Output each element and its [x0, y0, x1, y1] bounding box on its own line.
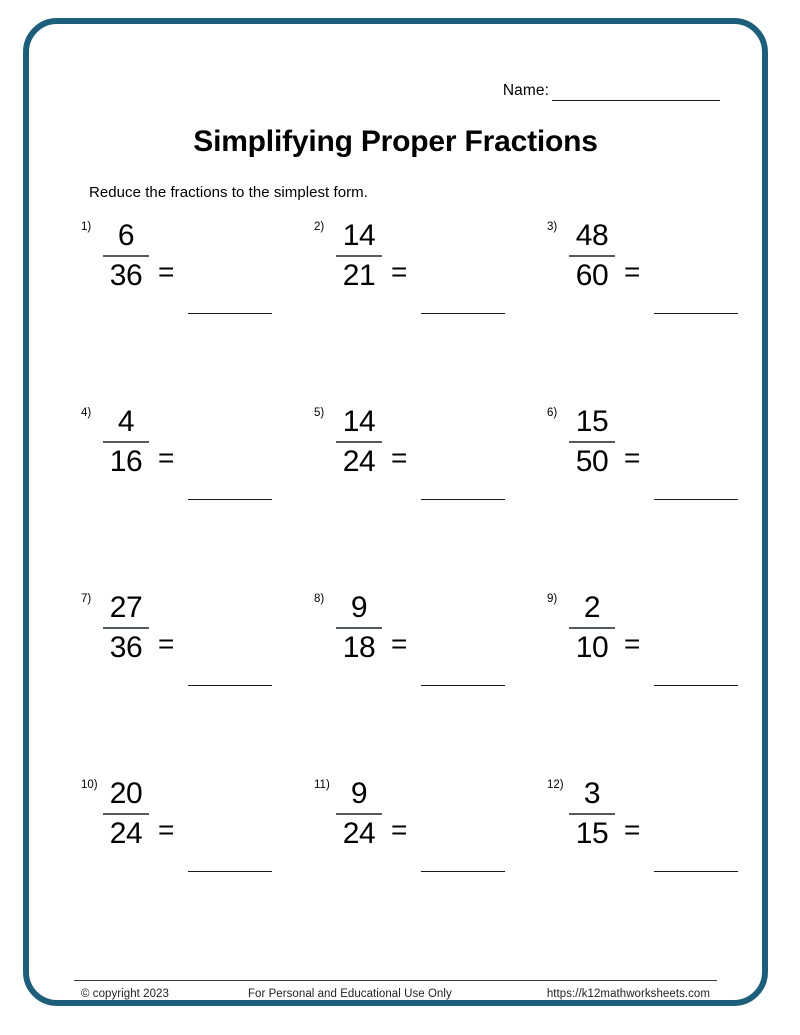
problem-number: 11) [314, 779, 330, 791]
answer-blank[interactable] [421, 499, 505, 500]
footer-website-link[interactable]: https://k12mathworksheets.com [546, 988, 710, 1000]
problem-expression [569, 590, 738, 686]
equals-sign: = [391, 256, 408, 287]
problem-grid [81, 216, 781, 960]
answer-blank[interactable] [188, 871, 272, 872]
problem-row [81, 588, 781, 774]
problem-item-2 [314, 216, 547, 402]
name-input-blank[interactable] [552, 85, 720, 101]
answer-blank[interactable] [654, 685, 738, 686]
equals-sign: = [158, 256, 175, 287]
problem-number: 5) [314, 407, 325, 419]
instruction-text: Reduce the fractions to the simplest form. [89, 184, 368, 201]
page-footer [81, 988, 710, 1000]
problem-expression [336, 404, 505, 500]
equals-sign: = [391, 442, 408, 473]
problem-item-12 [547, 774, 780, 960]
problem-item-1 [81, 216, 314, 402]
denominator: 50 [575, 444, 609, 478]
problem-expression [103, 404, 272, 500]
problem-item-6 [547, 402, 780, 588]
numerator: 48 [575, 219, 609, 252]
problem-number: 8) [314, 593, 325, 605]
equals-sign: = [158, 628, 175, 659]
fraction [569, 218, 615, 294]
equals-sign: = [624, 442, 641, 473]
denominator: 24 [342, 444, 376, 478]
problem-item-3 [547, 216, 780, 402]
fraction-bar [103, 813, 149, 815]
answer-blank[interactable] [421, 685, 505, 686]
problem-number: 6) [547, 407, 558, 419]
denominator: 18 [342, 630, 376, 664]
problem-number: 1) [81, 221, 92, 233]
footer-usage-notice: For Personal and Educational Use Only [247, 988, 452, 1000]
fraction [336, 404, 382, 480]
problem-number: 7) [81, 593, 92, 605]
problem-number: 4) [81, 407, 92, 419]
fraction-bar [103, 255, 149, 257]
equals-sign: = [391, 814, 408, 845]
answer-blank[interactable] [421, 871, 505, 872]
fraction [569, 590, 615, 666]
fraction [103, 776, 149, 852]
problem-number: 2) [314, 221, 325, 233]
problem-expression [569, 404, 738, 500]
problem-expression [569, 776, 738, 872]
equals-sign: = [158, 442, 175, 473]
fraction [569, 404, 615, 480]
name-field-row [503, 82, 720, 101]
denominator: 60 [575, 258, 609, 292]
numerator: 2 [583, 591, 601, 624]
fraction-bar [569, 627, 615, 629]
denominator: 10 [575, 630, 609, 664]
page-title: Simplifying Proper Fractions [193, 125, 598, 158]
problem-item-10 [81, 774, 314, 960]
problem-expression [103, 776, 272, 872]
problem-expression [336, 218, 505, 314]
problem-item-4 [81, 402, 314, 588]
fraction-bar [569, 255, 615, 257]
numerator: 9 [350, 591, 368, 624]
problem-item-5 [314, 402, 547, 588]
denominator: 24 [109, 816, 143, 850]
denominator: 15 [575, 816, 609, 850]
equals-sign: = [391, 628, 408, 659]
name-label: Name: [502, 82, 549, 99]
problem-row [81, 402, 781, 588]
fraction-bar [336, 627, 382, 629]
answer-blank[interactable] [654, 871, 738, 872]
problem-number: 9) [547, 593, 558, 605]
numerator: 15 [575, 405, 609, 438]
numerator: 4 [117, 405, 135, 438]
fraction [103, 404, 149, 480]
fraction-bar [569, 441, 615, 443]
equals-sign: = [624, 256, 641, 287]
page-border-frame [23, 18, 768, 1006]
problem-expression [336, 776, 505, 872]
numerator: 27 [109, 591, 143, 624]
problem-number: 3) [547, 221, 558, 233]
fraction-bar [336, 255, 382, 257]
problem-number: 10) [81, 779, 98, 791]
fraction [103, 590, 149, 666]
answer-blank[interactable] [188, 685, 272, 686]
footer-copyright: © copyright 2023 [81, 988, 169, 1000]
problem-item-11 [314, 774, 547, 960]
fraction [569, 776, 615, 852]
problem-row [81, 216, 781, 402]
fraction-bar [336, 441, 382, 443]
fraction [103, 218, 149, 294]
answer-blank[interactable] [188, 313, 272, 314]
numerator: 9 [350, 777, 368, 810]
answer-blank[interactable] [654, 499, 738, 500]
problem-expression [103, 218, 272, 314]
equals-sign: = [158, 814, 175, 845]
problem-expression [569, 218, 738, 314]
denominator: 24 [342, 816, 376, 850]
denominator: 21 [342, 258, 376, 292]
fraction-bar [103, 627, 149, 629]
answer-blank[interactable] [654, 313, 738, 314]
numerator: 6 [117, 219, 135, 252]
numerator: 14 [342, 219, 376, 252]
answer-blank[interactable] [188, 499, 272, 500]
denominator: 36 [109, 630, 143, 664]
footer-divider [74, 980, 717, 981]
problem-row [81, 774, 781, 960]
problem-item-9 [547, 588, 780, 774]
fraction [336, 590, 382, 666]
problem-item-8 [314, 588, 547, 774]
problem-number: 12) [547, 779, 564, 791]
numerator: 14 [342, 405, 376, 438]
problem-expression [103, 590, 272, 686]
numerator: 20 [109, 777, 143, 810]
equals-sign: = [624, 814, 641, 845]
fraction-bar [569, 813, 615, 815]
fraction [336, 776, 382, 852]
fraction [336, 218, 382, 294]
fraction-bar [336, 813, 382, 815]
fraction-bar [103, 441, 149, 443]
problem-expression [336, 590, 505, 686]
problem-item-7 [81, 588, 314, 774]
answer-blank[interactable] [421, 313, 505, 314]
denominator: 36 [109, 258, 143, 292]
denominator: 16 [109, 444, 143, 478]
numerator: 3 [583, 777, 601, 810]
equals-sign: = [624, 628, 641, 659]
